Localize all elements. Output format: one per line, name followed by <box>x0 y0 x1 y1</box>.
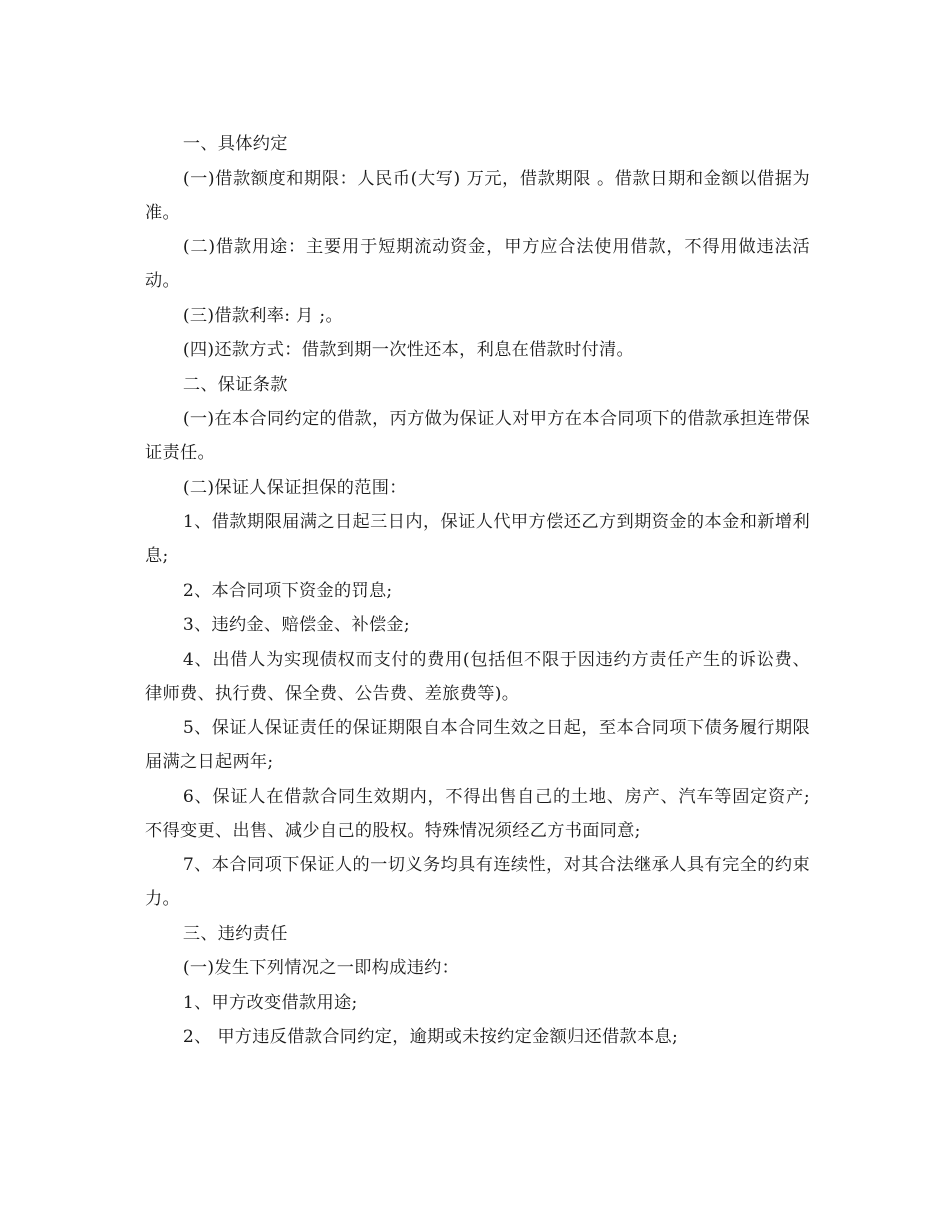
section-heading: 三、违约责任 <box>182 923 288 944</box>
list-item: 1、借款期限届满之日起三日内，保证人代甲方偿还乙方到期资金的本金和新增利息; <box>145 512 810 566</box>
list-item: 4、出借人为实现债权而支付的费用(包括但不限于因违约方责任产生的诉讼费、律师费、执行费、保全费、公告费、差旅费等)。 <box>145 649 810 704</box>
section-heading: 一、具体约定 <box>182 134 288 154</box>
paragraph: (一)发生下列情况之一即构成违约： <box>182 958 460 978</box>
section-heading: 二、保证条款 <box>182 374 288 395</box>
list-item: 2、 甲方违反借款合同约定，逾期或未按约定金额归还借款本息; <box>182 1027 679 1047</box>
paragraph: (一)借款额度和期限：人民币(大写) 万元，借款期限 。借款日期和金额以借据为准。 <box>145 168 810 223</box>
list-item: 2、本合同项下资金的罚息; <box>182 580 393 601</box>
list-item: 3、违约金、赔偿金、补偿金; <box>182 615 411 635</box>
list-item: 7、本合同项下保证人的一切义务均具有连续性，对其合法继承人具有完全的约束力。 <box>145 855 810 909</box>
paragraph: (二)借款用途：主要用于短期流动资金，甲方应合法使用借款，不得用做违法活动。 <box>145 237 810 291</box>
paragraph: (三)借款利率: 月 ;。 <box>182 305 343 326</box>
paragraph: (二)保证人保证担保的范围： <box>182 477 407 498</box>
list-item: 1、甲方改变借款用途; <box>182 992 358 1013</box>
document-body <box>145 127 810 1055</box>
list-item: 5、保证人保证责任的保证期限自本合同生效之日起，至本合同项下债务履行期限届满之日起两年; <box>145 718 810 772</box>
paragraph: (一)在本合同约定的借款，丙方做为保证人对甲方在本合同项下的借款承担连带保证责任。 <box>145 409 810 463</box>
paragraph: (四)还款方式：借款到期一次性还本，利息在借款时付清。 <box>182 340 635 360</box>
list-item: 6、保证人在借款合同生效期内，不得出售自己的土地、房产、汽车等固定资产;不得变更、出售、减少自己的股权。特殊情况须经乙方书面同意; <box>145 786 810 841</box>
